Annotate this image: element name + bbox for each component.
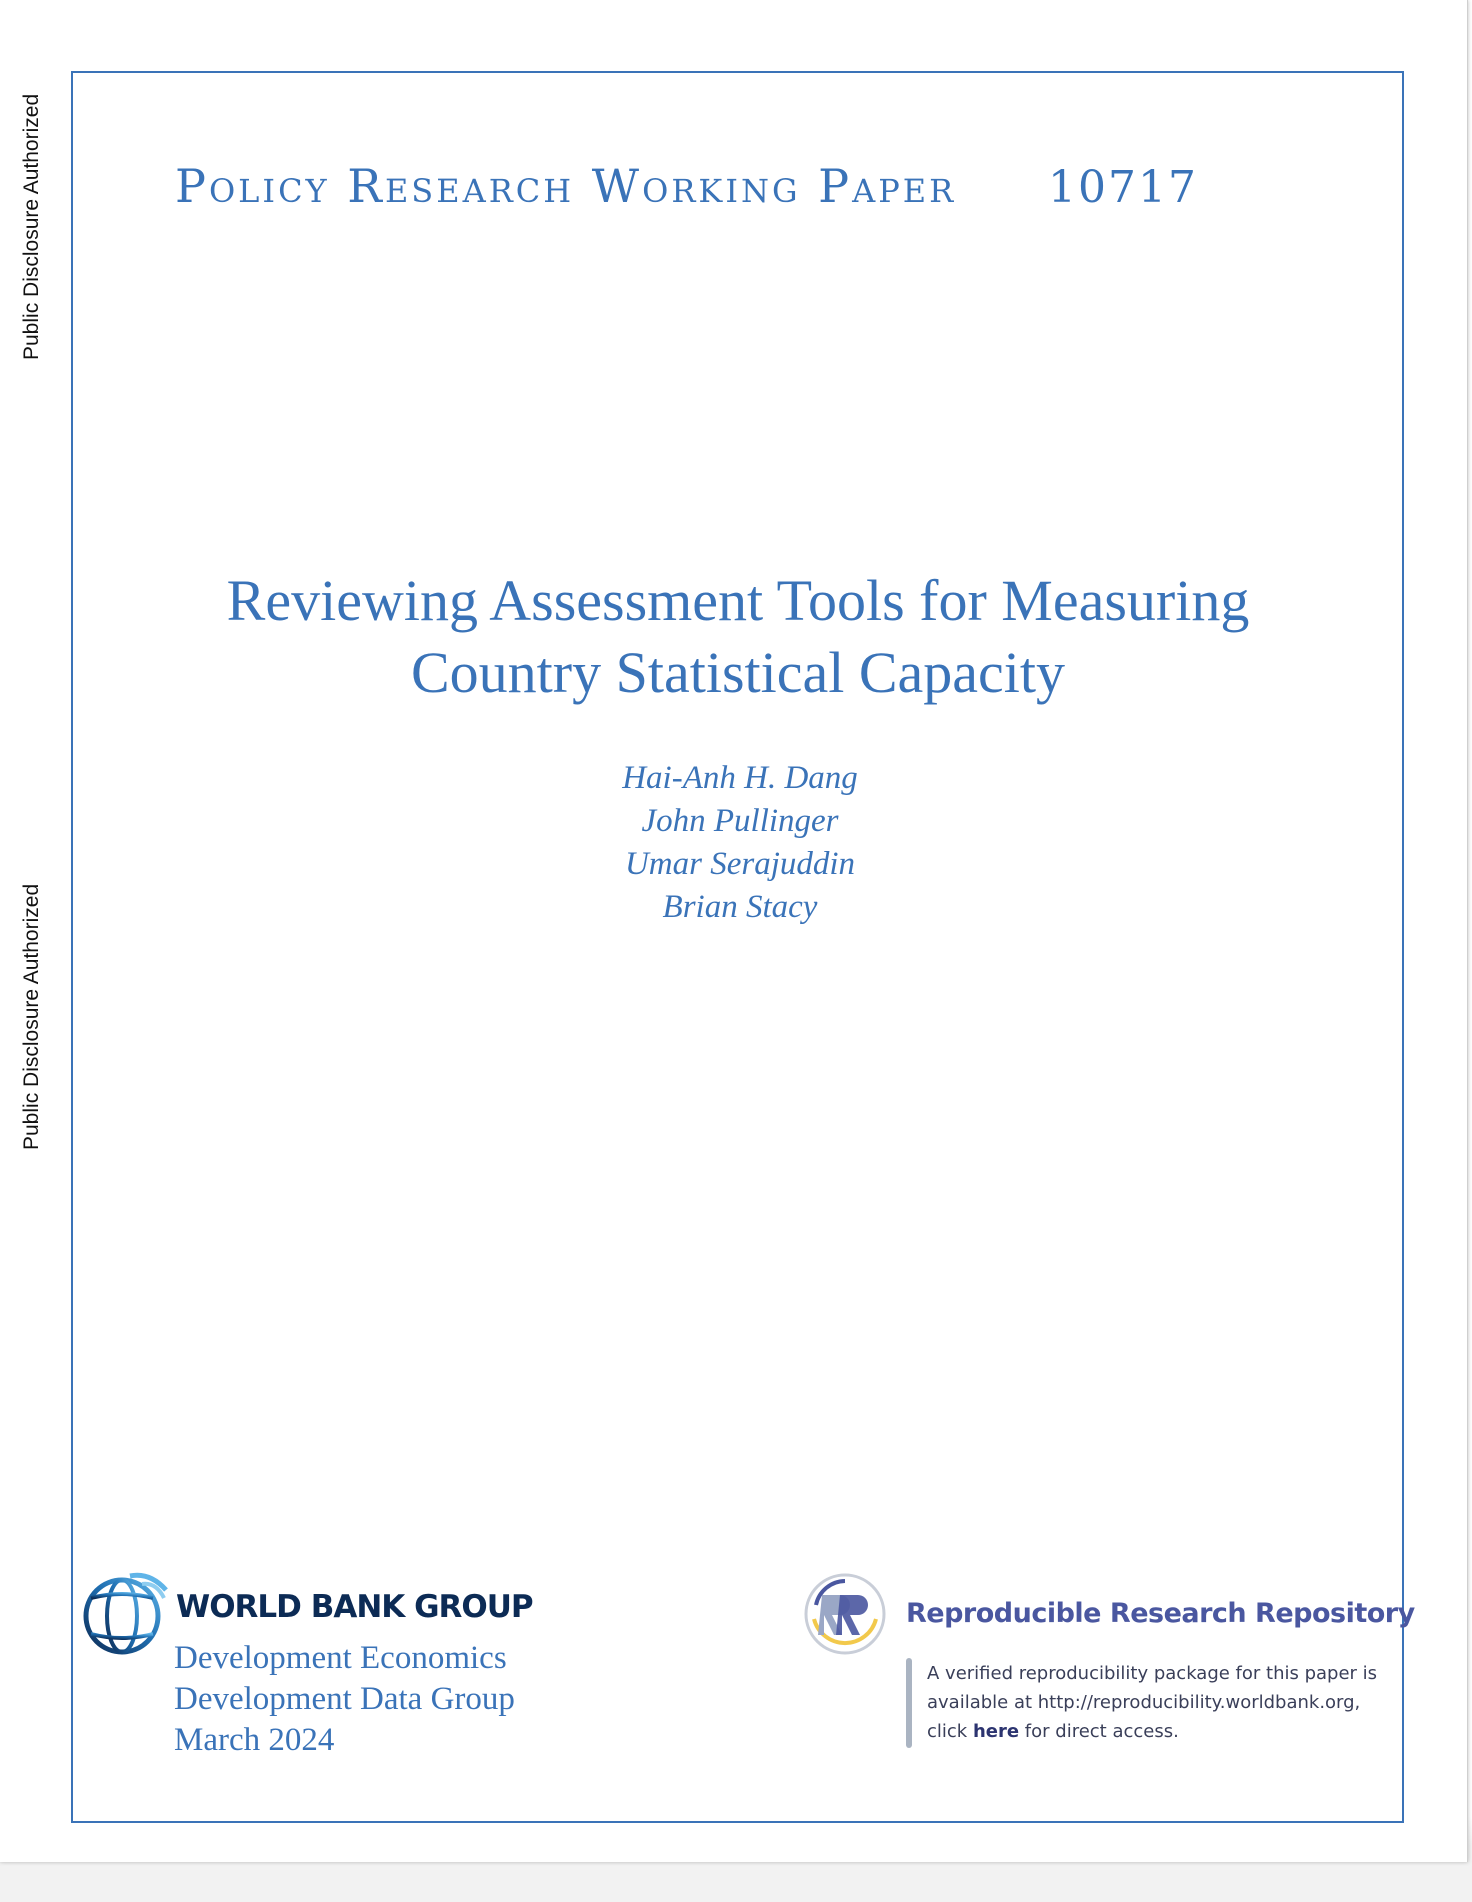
repository-text-line: available at http://reproducibility.worldbank.org, xyxy=(927,1692,1361,1713)
publisher-name: WORLD BANK GROUP xyxy=(176,1589,533,1625)
paper-title-line-2: Country Statistical Capacity xyxy=(410,640,1065,705)
publisher-units xyxy=(174,1638,515,1761)
repository-text-line: A verified reproducibility package for this paper is xyxy=(927,1663,1378,1684)
author-name: Brian Stacy xyxy=(662,889,818,925)
paper-title xyxy=(120,565,1356,709)
disclosure-label-top: Public Disclosure Authorized xyxy=(20,93,43,360)
world-bank-globe-icon xyxy=(80,1570,168,1658)
repository-description xyxy=(927,1659,1397,1746)
repository-text-suffix: for direct access. xyxy=(1024,1721,1179,1742)
repository-title: Reproducible Research Repository xyxy=(906,1598,1415,1629)
repository-accent-bar xyxy=(906,1658,912,1748)
page-edge xyxy=(1467,0,1468,1862)
repository-text-line xyxy=(927,1717,1397,1746)
author-name: John Pullinger xyxy=(641,803,839,839)
repository-here-link[interactable]: here xyxy=(972,1721,1020,1742)
series-title: Policy Research Working Paper xyxy=(175,159,957,213)
repository-text-prefix: click xyxy=(927,1721,968,1742)
cover-frame xyxy=(71,71,1404,1823)
publication-date: March 2024 xyxy=(174,1722,335,1758)
paper-title-line-1: Reviewing Assessment Tools for Measuring xyxy=(226,568,1250,633)
publisher-unit: Development Economics xyxy=(174,1640,507,1676)
paper-number: 10717 xyxy=(1048,162,1198,213)
reproducible-research-logo-icon xyxy=(802,1571,888,1657)
author-name: Hai-Anh H. Dang xyxy=(622,760,858,796)
author-name: Umar Serajuddin xyxy=(624,846,856,882)
author-list xyxy=(400,757,1080,929)
disclosure-label-bottom: Public Disclosure Authorized xyxy=(20,883,43,1150)
publisher-unit: Development Data Group xyxy=(174,1681,515,1717)
